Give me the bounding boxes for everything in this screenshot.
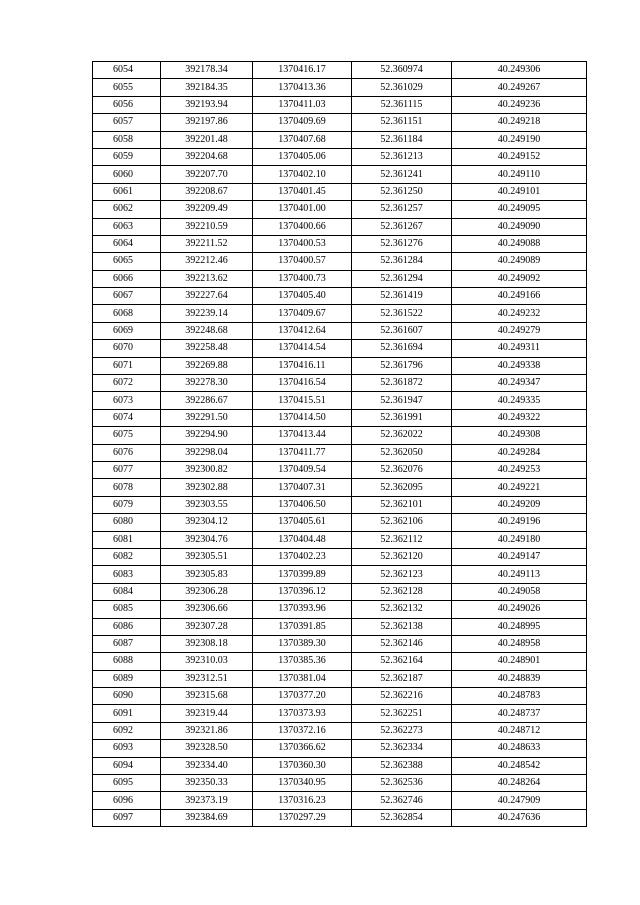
coordinates-table <box>92 61 587 827</box>
cell-longitude: 40.249335 <box>452 392 587 409</box>
cell-x-coordinate: 392286.67 <box>161 392 253 409</box>
table-row <box>93 114 587 131</box>
cell-point-number: 6072 <box>93 375 161 392</box>
table-row <box>93 444 587 461</box>
cell-longitude: 40.249232 <box>452 305 587 322</box>
cell-point-number: 6097 <box>93 809 161 826</box>
cell-x-coordinate: 392334.40 <box>161 757 253 774</box>
cell-longitude: 40.249306 <box>452 62 587 79</box>
cell-latitude: 52.362095 <box>352 479 452 496</box>
table-row <box>93 183 587 200</box>
cell-longitude: 40.249338 <box>452 357 587 374</box>
cell-longitude: 40.248542 <box>452 757 587 774</box>
cell-latitude: 52.361991 <box>352 409 452 426</box>
table-row <box>93 288 587 305</box>
cell-y-coordinate: 1370416.11 <box>253 357 352 374</box>
table-row <box>93 688 587 705</box>
cell-latitude: 52.362854 <box>352 809 452 826</box>
cell-longitude: 40.249152 <box>452 148 587 165</box>
table-row <box>93 201 587 218</box>
table-row <box>93 218 587 235</box>
cell-latitude: 52.362164 <box>352 653 452 670</box>
cell-point-number: 6089 <box>93 670 161 687</box>
table-row <box>93 357 587 374</box>
cell-y-coordinate: 1370401.00 <box>253 201 352 218</box>
cell-y-coordinate: 1370316.23 <box>253 792 352 809</box>
cell-x-coordinate: 392201.48 <box>161 131 253 148</box>
table-row <box>93 392 587 409</box>
cell-y-coordinate: 1370366.62 <box>253 740 352 757</box>
cell-latitude: 52.362120 <box>352 548 452 565</box>
cell-latitude: 52.362216 <box>352 688 452 705</box>
cell-latitude: 52.362022 <box>352 427 452 444</box>
cell-point-number: 6094 <box>93 757 161 774</box>
cell-y-coordinate: 1370407.31 <box>253 479 352 496</box>
cell-x-coordinate: 392204.68 <box>161 148 253 165</box>
cell-x-coordinate: 392373.19 <box>161 792 253 809</box>
cell-longitude: 40.249218 <box>452 114 587 131</box>
cell-longitude: 40.249267 <box>452 79 587 96</box>
cell-y-coordinate: 1370405.06 <box>253 148 352 165</box>
cell-y-coordinate: 1370409.54 <box>253 461 352 478</box>
cell-latitude: 52.362251 <box>352 705 452 722</box>
cell-y-coordinate: 1370400.66 <box>253 218 352 235</box>
cell-longitude: 40.248633 <box>452 740 587 757</box>
cell-point-number: 6091 <box>93 705 161 722</box>
cell-y-coordinate: 1370416.17 <box>253 62 352 79</box>
table-row <box>93 235 587 252</box>
cell-point-number: 6081 <box>93 531 161 548</box>
cell-y-coordinate: 1370385.36 <box>253 653 352 670</box>
cell-x-coordinate: 392305.83 <box>161 566 253 583</box>
table-row <box>93 705 587 722</box>
cell-longitude: 40.248839 <box>452 670 587 687</box>
cell-longitude: 40.249101 <box>452 183 587 200</box>
cell-longitude: 40.249092 <box>452 270 587 287</box>
table-row <box>93 601 587 618</box>
cell-point-number: 6056 <box>93 96 161 113</box>
cell-latitude: 52.361522 <box>352 305 452 322</box>
cell-x-coordinate: 392304.12 <box>161 514 253 531</box>
cell-latitude: 52.362112 <box>352 531 452 548</box>
cell-x-coordinate: 392184.35 <box>161 79 253 96</box>
cell-point-number: 6083 <box>93 566 161 583</box>
table-row <box>93 62 587 79</box>
cell-point-number: 6084 <box>93 583 161 600</box>
table-row <box>93 722 587 739</box>
cell-x-coordinate: 392306.66 <box>161 601 253 618</box>
cell-y-coordinate: 1370413.36 <box>253 79 352 96</box>
cell-latitude: 52.361151 <box>352 114 452 131</box>
cell-latitude: 52.361294 <box>352 270 452 287</box>
cell-point-number: 6093 <box>93 740 161 757</box>
cell-point-number: 6059 <box>93 148 161 165</box>
cell-x-coordinate: 392209.49 <box>161 201 253 218</box>
cell-y-coordinate: 1370409.69 <box>253 114 352 131</box>
cell-x-coordinate: 392294.90 <box>161 427 253 444</box>
cell-point-number: 6080 <box>93 514 161 531</box>
cell-x-coordinate: 392305.51 <box>161 548 253 565</box>
cell-y-coordinate: 1370400.73 <box>253 270 352 287</box>
table-row <box>93 618 587 635</box>
cell-point-number: 6095 <box>93 775 161 792</box>
cell-latitude: 52.361607 <box>352 322 452 339</box>
cell-latitude: 52.362076 <box>352 461 452 478</box>
cell-x-coordinate: 392278.30 <box>161 375 253 392</box>
cell-x-coordinate: 392291.50 <box>161 409 253 426</box>
cell-latitude: 52.362050 <box>352 444 452 461</box>
table-row <box>93 253 587 270</box>
table-row <box>93 148 587 165</box>
cell-latitude: 52.362536 <box>352 775 452 792</box>
table-row <box>93 496 587 513</box>
cell-y-coordinate: 1370372.16 <box>253 722 352 739</box>
cell-x-coordinate: 392258.48 <box>161 340 253 357</box>
cell-longitude: 40.249284 <box>452 444 587 461</box>
table-row <box>93 409 587 426</box>
cell-longitude: 40.249095 <box>452 201 587 218</box>
cell-longitude: 40.249308 <box>452 427 587 444</box>
cell-longitude: 40.249110 <box>452 166 587 183</box>
cell-point-number: 6062 <box>93 201 161 218</box>
cell-y-coordinate: 1370389.30 <box>253 635 352 652</box>
table-row <box>93 809 587 826</box>
cell-x-coordinate: 392213.62 <box>161 270 253 287</box>
cell-longitude: 40.249253 <box>452 461 587 478</box>
cell-point-number: 6075 <box>93 427 161 444</box>
cell-x-coordinate: 392384.69 <box>161 809 253 826</box>
cell-y-coordinate: 1370414.54 <box>253 340 352 357</box>
cell-x-coordinate: 392303.55 <box>161 496 253 513</box>
cell-y-coordinate: 1370409.67 <box>253 305 352 322</box>
cell-latitude: 52.362273 <box>352 722 452 739</box>
table-row <box>93 427 587 444</box>
cell-latitude: 52.362101 <box>352 496 452 513</box>
table-row <box>93 305 587 322</box>
table-row <box>93 514 587 531</box>
cell-x-coordinate: 392248.68 <box>161 322 253 339</box>
cell-latitude: 52.361419 <box>352 288 452 305</box>
cell-longitude: 40.249113 <box>452 566 587 583</box>
cell-point-number: 6078 <box>93 479 161 496</box>
cell-longitude: 40.247636 <box>452 809 587 826</box>
cell-y-coordinate: 1370401.45 <box>253 183 352 200</box>
table-row <box>93 792 587 809</box>
cell-latitude: 52.362334 <box>352 740 452 757</box>
cell-y-coordinate: 1370416.54 <box>253 375 352 392</box>
cell-y-coordinate: 1370399.89 <box>253 566 352 583</box>
cell-longitude: 40.249166 <box>452 288 587 305</box>
cell-y-coordinate: 1370297.29 <box>253 809 352 826</box>
cell-longitude: 40.249311 <box>452 340 587 357</box>
table-row <box>93 531 587 548</box>
cell-latitude: 52.361115 <box>352 96 452 113</box>
cell-latitude: 52.361284 <box>352 253 452 270</box>
cell-latitude: 52.361276 <box>352 235 452 252</box>
cell-latitude: 52.361250 <box>352 183 452 200</box>
cell-point-number: 6055 <box>93 79 161 96</box>
table-row <box>93 566 587 583</box>
cell-longitude: 40.249279 <box>452 322 587 339</box>
cell-point-number: 6092 <box>93 722 161 739</box>
cell-longitude: 40.249088 <box>452 235 587 252</box>
cell-y-coordinate: 1370340.95 <box>253 775 352 792</box>
cell-latitude: 52.360974 <box>352 62 452 79</box>
cell-y-coordinate: 1370407.68 <box>253 131 352 148</box>
cell-latitude: 52.362123 <box>352 566 452 583</box>
cell-latitude: 52.362146 <box>352 635 452 652</box>
cell-y-coordinate: 1370360.30 <box>253 757 352 774</box>
cell-longitude: 40.248264 <box>452 775 587 792</box>
cell-x-coordinate: 392207.70 <box>161 166 253 183</box>
cell-longitude: 40.248737 <box>452 705 587 722</box>
table-row <box>93 166 587 183</box>
cell-longitude: 40.248958 <box>452 635 587 652</box>
table-row <box>93 96 587 113</box>
cell-point-number: 6064 <box>93 235 161 252</box>
cell-latitude: 52.361213 <box>352 148 452 165</box>
cell-x-coordinate: 392197.86 <box>161 114 253 131</box>
cell-longitude: 40.249089 <box>452 253 587 270</box>
cell-point-number: 6067 <box>93 288 161 305</box>
cell-latitude: 52.362106 <box>352 514 452 531</box>
cell-latitude: 52.362138 <box>352 618 452 635</box>
cell-x-coordinate: 392269.88 <box>161 357 253 374</box>
cell-point-number: 6061 <box>93 183 161 200</box>
cell-x-coordinate: 392321.86 <box>161 722 253 739</box>
cell-x-coordinate: 392310.03 <box>161 653 253 670</box>
cell-x-coordinate: 392298.04 <box>161 444 253 461</box>
cell-latitude: 52.362187 <box>352 670 452 687</box>
cell-point-number: 6079 <box>93 496 161 513</box>
table-row <box>93 375 587 392</box>
cell-x-coordinate: 392302.88 <box>161 479 253 496</box>
table-row <box>93 670 587 687</box>
cell-point-number: 6071 <box>93 357 161 374</box>
cell-longitude: 40.249026 <box>452 601 587 618</box>
coordinates-table-body <box>93 62 587 827</box>
cell-y-coordinate: 1370393.96 <box>253 601 352 618</box>
cell-latitude: 52.361184 <box>352 131 452 148</box>
table-row <box>93 775 587 792</box>
cell-latitude: 52.361029 <box>352 79 452 96</box>
cell-x-coordinate: 392350.33 <box>161 775 253 792</box>
table-row <box>93 740 587 757</box>
cell-latitude: 52.361241 <box>352 166 452 183</box>
cell-point-number: 6074 <box>93 409 161 426</box>
cell-point-number: 6090 <box>93 688 161 705</box>
cell-longitude: 40.248995 <box>452 618 587 635</box>
cell-x-coordinate: 392300.82 <box>161 461 253 478</box>
table-row <box>93 340 587 357</box>
cell-x-coordinate: 392227.64 <box>161 288 253 305</box>
cell-longitude: 40.249209 <box>452 496 587 513</box>
cell-longitude: 40.248901 <box>452 653 587 670</box>
cell-y-coordinate: 1370406.50 <box>253 496 352 513</box>
table-row <box>93 322 587 339</box>
cell-y-coordinate: 1370405.40 <box>253 288 352 305</box>
cell-point-number: 6065 <box>93 253 161 270</box>
cell-point-number: 6069 <box>93 322 161 339</box>
cell-latitude: 52.361872 <box>352 375 452 392</box>
cell-x-coordinate: 392315.68 <box>161 688 253 705</box>
cell-latitude: 52.362128 <box>352 583 452 600</box>
cell-x-coordinate: 392178.34 <box>161 62 253 79</box>
table-row <box>93 635 587 652</box>
cell-point-number: 6063 <box>93 218 161 235</box>
cell-x-coordinate: 392239.14 <box>161 305 253 322</box>
cell-y-coordinate: 1370400.57 <box>253 253 352 270</box>
cell-latitude: 52.362388 <box>352 757 452 774</box>
cell-longitude: 40.249058 <box>452 583 587 600</box>
cell-point-number: 6057 <box>93 114 161 131</box>
cell-longitude: 40.249221 <box>452 479 587 496</box>
cell-point-number: 6070 <box>93 340 161 357</box>
table-row <box>93 479 587 496</box>
cell-point-number: 6077 <box>93 461 161 478</box>
cell-latitude: 52.361257 <box>352 201 452 218</box>
cell-x-coordinate: 392306.28 <box>161 583 253 600</box>
cell-point-number: 6088 <box>93 653 161 670</box>
cell-longitude: 40.249322 <box>452 409 587 426</box>
cell-point-number: 6054 <box>93 62 161 79</box>
cell-y-coordinate: 1370391.85 <box>253 618 352 635</box>
cell-y-coordinate: 1370373.93 <box>253 705 352 722</box>
cell-x-coordinate: 392211.52 <box>161 235 253 252</box>
cell-y-coordinate: 1370412.64 <box>253 322 352 339</box>
cell-longitude: 40.247909 <box>452 792 587 809</box>
cell-y-coordinate: 1370381.04 <box>253 670 352 687</box>
cell-longitude: 40.249196 <box>452 514 587 531</box>
cell-x-coordinate: 392304.76 <box>161 531 253 548</box>
table-row <box>93 757 587 774</box>
table-row <box>93 79 587 96</box>
cell-point-number: 6073 <box>93 392 161 409</box>
cell-latitude: 52.362746 <box>352 792 452 809</box>
cell-longitude: 40.248783 <box>452 688 587 705</box>
cell-longitude: 40.249147 <box>452 548 587 565</box>
cell-x-coordinate: 392193.94 <box>161 96 253 113</box>
cell-point-number: 6066 <box>93 270 161 287</box>
cell-x-coordinate: 392328.50 <box>161 740 253 757</box>
cell-latitude: 52.361267 <box>352 218 452 235</box>
cell-x-coordinate: 392210.59 <box>161 218 253 235</box>
cell-longitude: 40.249180 <box>452 531 587 548</box>
cell-y-coordinate: 1370411.03 <box>253 96 352 113</box>
cell-y-coordinate: 1370411.77 <box>253 444 352 461</box>
table-row <box>93 270 587 287</box>
cell-y-coordinate: 1370415.51 <box>253 392 352 409</box>
cell-x-coordinate: 392307.28 <box>161 618 253 635</box>
cell-longitude: 40.249347 <box>452 375 587 392</box>
cell-latitude: 52.361694 <box>352 340 452 357</box>
cell-longitude: 40.249236 <box>452 96 587 113</box>
cell-point-number: 6085 <box>93 601 161 618</box>
cell-longitude: 40.249090 <box>452 218 587 235</box>
cell-y-coordinate: 1370396.12 <box>253 583 352 600</box>
cell-point-number: 6060 <box>93 166 161 183</box>
cell-longitude: 40.249190 <box>452 131 587 148</box>
cell-y-coordinate: 1370413.44 <box>253 427 352 444</box>
cell-latitude: 52.362132 <box>352 601 452 618</box>
cell-point-number: 6076 <box>93 444 161 461</box>
cell-y-coordinate: 1370402.23 <box>253 548 352 565</box>
table-row <box>93 583 587 600</box>
table-row <box>93 653 587 670</box>
cell-x-coordinate: 392308.18 <box>161 635 253 652</box>
cell-y-coordinate: 1370400.53 <box>253 235 352 252</box>
cell-longitude: 40.248712 <box>452 722 587 739</box>
cell-x-coordinate: 392212.46 <box>161 253 253 270</box>
cell-x-coordinate: 392208.67 <box>161 183 253 200</box>
cell-y-coordinate: 1370414.50 <box>253 409 352 426</box>
cell-point-number: 6082 <box>93 548 161 565</box>
cell-latitude: 52.361947 <box>352 392 452 409</box>
cell-x-coordinate: 392319.44 <box>161 705 253 722</box>
table-row <box>93 461 587 478</box>
table-row <box>93 548 587 565</box>
cell-point-number: 6058 <box>93 131 161 148</box>
cell-y-coordinate: 1370404.48 <box>253 531 352 548</box>
table-row <box>93 131 587 148</box>
cell-point-number: 6086 <box>93 618 161 635</box>
cell-y-coordinate: 1370377.20 <box>253 688 352 705</box>
cell-y-coordinate: 1370402.10 <box>253 166 352 183</box>
cell-x-coordinate: 392312.51 <box>161 670 253 687</box>
cell-y-coordinate: 1370405.61 <box>253 514 352 531</box>
cell-point-number: 6087 <box>93 635 161 652</box>
cell-point-number: 6068 <box>93 305 161 322</box>
cell-point-number: 6096 <box>93 792 161 809</box>
cell-latitude: 52.361796 <box>352 357 452 374</box>
